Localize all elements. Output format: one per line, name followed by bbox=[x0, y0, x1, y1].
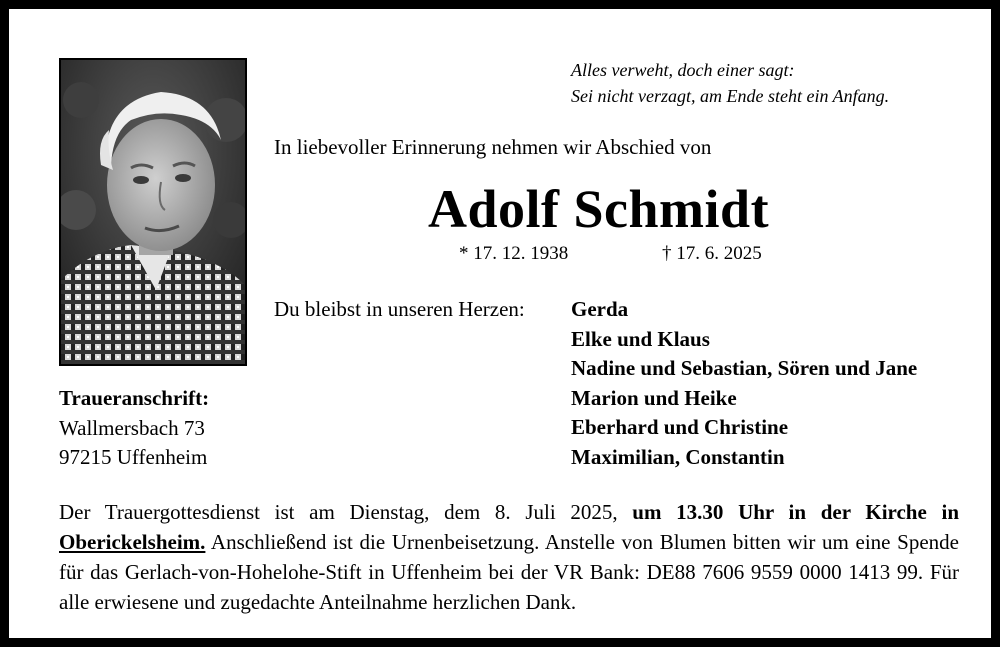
mourning-address bbox=[59, 384, 209, 473]
mourner-item: Maximilian, Constantin bbox=[571, 444, 785, 469]
service-details bbox=[59, 497, 959, 617]
service-text-1: Der Trauergottesdienst ist am Dienstag, dem 8. Juli 2025, bbox=[59, 500, 633, 524]
deceased-name: Adolf Schmidt bbox=[428, 179, 770, 239]
mourner-item: Gerda bbox=[571, 297, 629, 321]
mourner-item: Elke und Klaus bbox=[571, 326, 710, 351]
mourner-item: Marion und Heike bbox=[571, 385, 737, 410]
portrait-photo bbox=[59, 58, 247, 366]
birth-date: * 17. 12. 1938 bbox=[459, 243, 569, 264]
mourners-list bbox=[571, 295, 917, 472]
mourner-item: Eberhard und Christine bbox=[571, 415, 789, 439]
farewell-text: Du bleibst in unseren Herzen: bbox=[274, 297, 525, 321]
poem-line-2: Sei nicht verzagt, am Ende steht ein Anfang. bbox=[571, 86, 890, 106]
service-time-place: um 13.30 Uhr in der Kirche in bbox=[632, 500, 959, 524]
service-text-2: Anschließend ist die Urnenbeisetzung. Anstelle von Blumen bitten wir um eine Spende für das Gerlach-von-Hohelohe-Stift in Uffenheim bei der VR Bank: DE88 7606 9559 0000 1413 99. Für alle erwiesene und zugedachte Anteilnahme herzlichen Dank. bbox=[59, 530, 959, 614]
poem-line-1: Alles verweht, doch einer sagt: bbox=[571, 60, 795, 80]
service-location: Oberickelsheim. bbox=[59, 530, 206, 554]
poem bbox=[571, 57, 889, 109]
intro-text: In liebevoller Erinnerung nehmen wir Abschied von bbox=[274, 135, 712, 159]
mourner-item: Nadine und Sebastian, Sören und Jane bbox=[571, 356, 918, 380]
address-street: Wallmersbach 73 bbox=[59, 415, 205, 440]
death-date: † 17. 6. 2025 bbox=[662, 243, 762, 264]
address-label: Traueranschrift: bbox=[59, 386, 210, 410]
address-city: 97215 Uffenheim bbox=[59, 445, 208, 469]
